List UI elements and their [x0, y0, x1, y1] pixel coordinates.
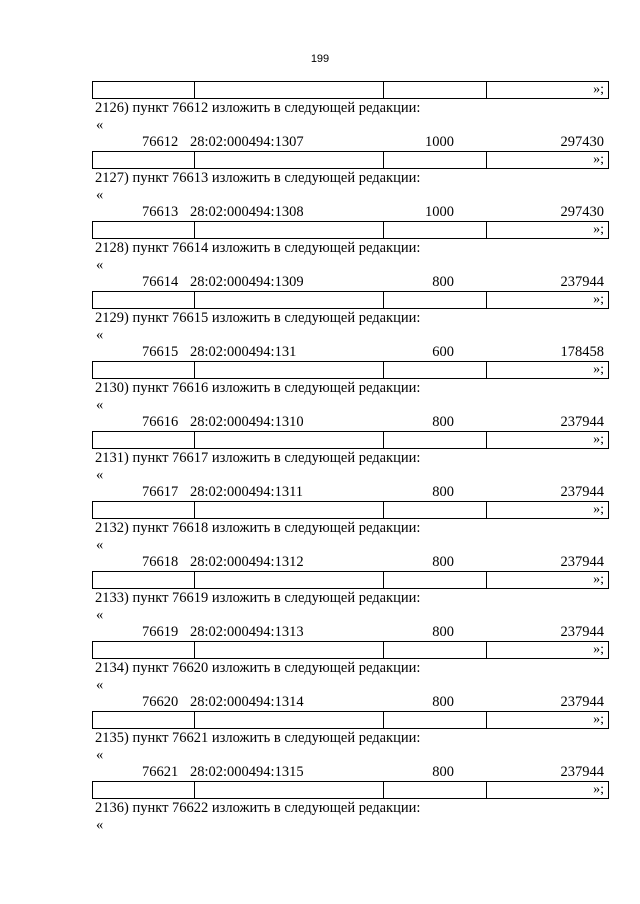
cost-value: 237944	[560, 764, 604, 780]
item-number: 76613	[142, 204, 179, 220]
closing-row-table	[92, 291, 609, 309]
table-row	[93, 572, 609, 589]
table-row	[92, 694, 609, 711]
amendment-clause: 2132) пункт 76618 изложить в следующей редакции:	[95, 520, 421, 536]
empty-cell	[195, 712, 384, 729]
empty-cell	[384, 82, 487, 99]
empty-cell	[93, 222, 195, 239]
cadastral-number: 28:02:000494:1312	[190, 554, 304, 570]
table-row	[93, 712, 609, 729]
cost-value: 297430	[560, 204, 604, 220]
empty-cell	[93, 292, 195, 309]
item-number: 76618	[142, 554, 179, 570]
empty-cell	[93, 642, 195, 659]
cost-value: 237944	[560, 414, 604, 430]
area-value: 800	[432, 554, 454, 570]
amendment-block	[92, 449, 609, 519]
cost-value: 237944	[560, 554, 604, 570]
item-number: 76621	[142, 764, 179, 780]
area-value: 800	[432, 484, 454, 500]
closing-row-table	[92, 641, 609, 659]
empty-cell	[93, 572, 195, 589]
cost-value: 178458	[560, 344, 604, 360]
empty-cell	[384, 432, 487, 449]
amendment-block	[92, 589, 609, 659]
area-value: 800	[432, 624, 454, 640]
table-row	[93, 292, 609, 309]
closing-row-table	[92, 221, 609, 239]
item-number: 76620	[142, 694, 179, 710]
opening-quote: «	[96, 257, 104, 273]
amendment-block	[92, 729, 609, 799]
amendment-block	[92, 239, 609, 309]
opening-quote: «	[96, 117, 104, 133]
table-row	[92, 134, 609, 151]
closing-quote-cell: »;	[487, 222, 609, 239]
amendment-clause: 2127) пункт 76613 изложить в следующей редакции:	[95, 170, 421, 186]
table-row	[92, 204, 609, 221]
table-row	[93, 152, 609, 169]
empty-cell	[384, 152, 487, 169]
closing-row-table	[92, 81, 609, 99]
empty-cell	[195, 82, 384, 99]
cadastral-number: 28:02:000494:131	[190, 344, 297, 360]
opening-quote: «	[96, 327, 104, 343]
amendment-block	[92, 309, 609, 379]
amendment-clause: 2130) пункт 76616 изложить в следующей редакции:	[95, 380, 421, 396]
empty-cell	[195, 642, 384, 659]
empty-cell	[195, 292, 384, 309]
amendment-clause: 2126) пункт 76612 изложить в следующей редакции:	[95, 100, 421, 116]
area-value: 800	[432, 274, 454, 290]
closing-row-table	[92, 781, 609, 799]
empty-cell	[384, 362, 487, 379]
empty-cell	[93, 432, 195, 449]
table-row	[92, 624, 609, 641]
amendment-clause: 2133) пункт 76619 изложить в следующей редакции:	[95, 590, 421, 606]
opening-quote: «	[96, 397, 104, 413]
amendment-block	[92, 169, 609, 239]
empty-cell	[384, 292, 487, 309]
table-row	[93, 362, 609, 379]
area-value: 600	[432, 344, 454, 360]
item-number: 76615	[142, 344, 179, 360]
area-value: 800	[432, 414, 454, 430]
closing-quote-cell: »;	[487, 782, 609, 799]
cost-value: 297430	[560, 134, 604, 150]
empty-cell	[195, 502, 384, 519]
empty-cell	[93, 152, 195, 169]
empty-cell	[384, 572, 487, 589]
cost-value: 237944	[560, 694, 604, 710]
table-row	[92, 414, 609, 431]
document-body	[92, 81, 609, 834]
opening-quote: «	[96, 187, 104, 203]
area-value: 800	[432, 764, 454, 780]
table-row	[93, 82, 609, 99]
closing-row-table	[92, 571, 609, 589]
amendment-block	[92, 659, 609, 729]
amendment-clause: 2134) пункт 76620 изложить в следующей редакции:	[95, 660, 421, 676]
closing-quote-cell: »;	[487, 572, 609, 589]
closing-quote-cell: »;	[487, 642, 609, 659]
empty-cell	[195, 782, 384, 799]
empty-cell	[195, 222, 384, 239]
opening-quote: «	[96, 467, 104, 483]
empty-cell	[93, 82, 195, 99]
cadastral-number: 28:02:000494:1310	[190, 414, 304, 430]
table-row	[93, 222, 609, 239]
closing-quote-cell: »;	[487, 362, 609, 379]
cadastral-number: 28:02:000494:1311	[190, 484, 304, 500]
amendment-clause: 2128) пункт 76614 изложить в следующей редакции:	[95, 240, 421, 256]
opening-quote: «	[96, 537, 104, 553]
table-row	[92, 344, 609, 361]
amendment-clause: 2136) пункт 76622 изложить в следующей редакции:	[95, 800, 421, 816]
closing-row-table	[92, 361, 609, 379]
opening-quote: «	[96, 677, 104, 693]
opening-quote: «	[96, 817, 104, 833]
table-row	[92, 484, 609, 501]
closing-row-table	[92, 431, 609, 449]
closing-quote-cell: »;	[487, 432, 609, 449]
cadastral-number: 28:02:000494:1308	[190, 204, 304, 220]
empty-cell	[195, 152, 384, 169]
empty-cell	[384, 712, 487, 729]
empty-cell	[93, 362, 195, 379]
empty-cell	[384, 502, 487, 519]
empty-cell	[93, 712, 195, 729]
empty-cell	[384, 642, 487, 659]
table-row	[93, 782, 609, 799]
amendment-block	[92, 379, 609, 449]
empty-cell	[195, 362, 384, 379]
cost-value: 237944	[560, 274, 604, 290]
cadastral-number: 28:02:000494:1307	[190, 134, 304, 150]
closing-quote-cell: »;	[487, 712, 609, 729]
cadastral-number: 28:02:000494:1309	[190, 274, 304, 290]
empty-cell	[93, 782, 195, 799]
opening-quote: «	[96, 747, 104, 763]
closing-row-table	[92, 711, 609, 729]
amendment-list	[92, 99, 609, 799]
item-number: 76612	[142, 134, 179, 150]
closing-quote-cell: »;	[487, 152, 609, 169]
empty-cell	[93, 502, 195, 519]
amendment-block	[92, 99, 609, 169]
table-row	[92, 764, 609, 781]
closing-quote-cell: »;	[487, 292, 609, 309]
opening-quote: «	[96, 607, 104, 623]
table-row	[92, 554, 609, 571]
closing-row-table	[92, 151, 609, 169]
empty-cell	[195, 432, 384, 449]
cadastral-number: 28:02:000494:1315	[190, 764, 304, 780]
amendment-block	[92, 519, 609, 589]
area-value: 800	[432, 694, 454, 710]
table-row	[93, 502, 609, 519]
area-value: 1000	[425, 134, 454, 150]
cadastral-number: 28:02:000494:1314	[190, 694, 304, 710]
empty-cell	[384, 782, 487, 799]
cadastral-number: 28:02:000494:1313	[190, 624, 304, 640]
amendment-clause: 2135) пункт 76621 изложить в следующей редакции:	[95, 730, 421, 746]
item-number: 76614	[142, 274, 179, 290]
closing-row-table	[92, 501, 609, 519]
empty-cell	[384, 222, 487, 239]
closing-quote-cell: »;	[487, 82, 609, 99]
item-number: 76619	[142, 624, 179, 640]
page-number: 199	[310, 53, 330, 65]
amendment-clause: 2131) пункт 76617 изложить в следующей редакции:	[95, 450, 421, 466]
cost-value: 237944	[560, 624, 604, 640]
table-row	[93, 642, 609, 659]
empty-cell	[195, 572, 384, 589]
item-number: 76616	[142, 414, 179, 430]
table-row	[92, 274, 609, 291]
cost-value: 237944	[560, 484, 604, 500]
table-row	[93, 432, 609, 449]
amendment-clause: 2129) пункт 76615 изложить в следующей редакции:	[95, 310, 421, 326]
item-number: 76617	[142, 484, 179, 500]
area-value: 1000	[425, 204, 454, 220]
closing-quote-cell: »;	[487, 502, 609, 519]
